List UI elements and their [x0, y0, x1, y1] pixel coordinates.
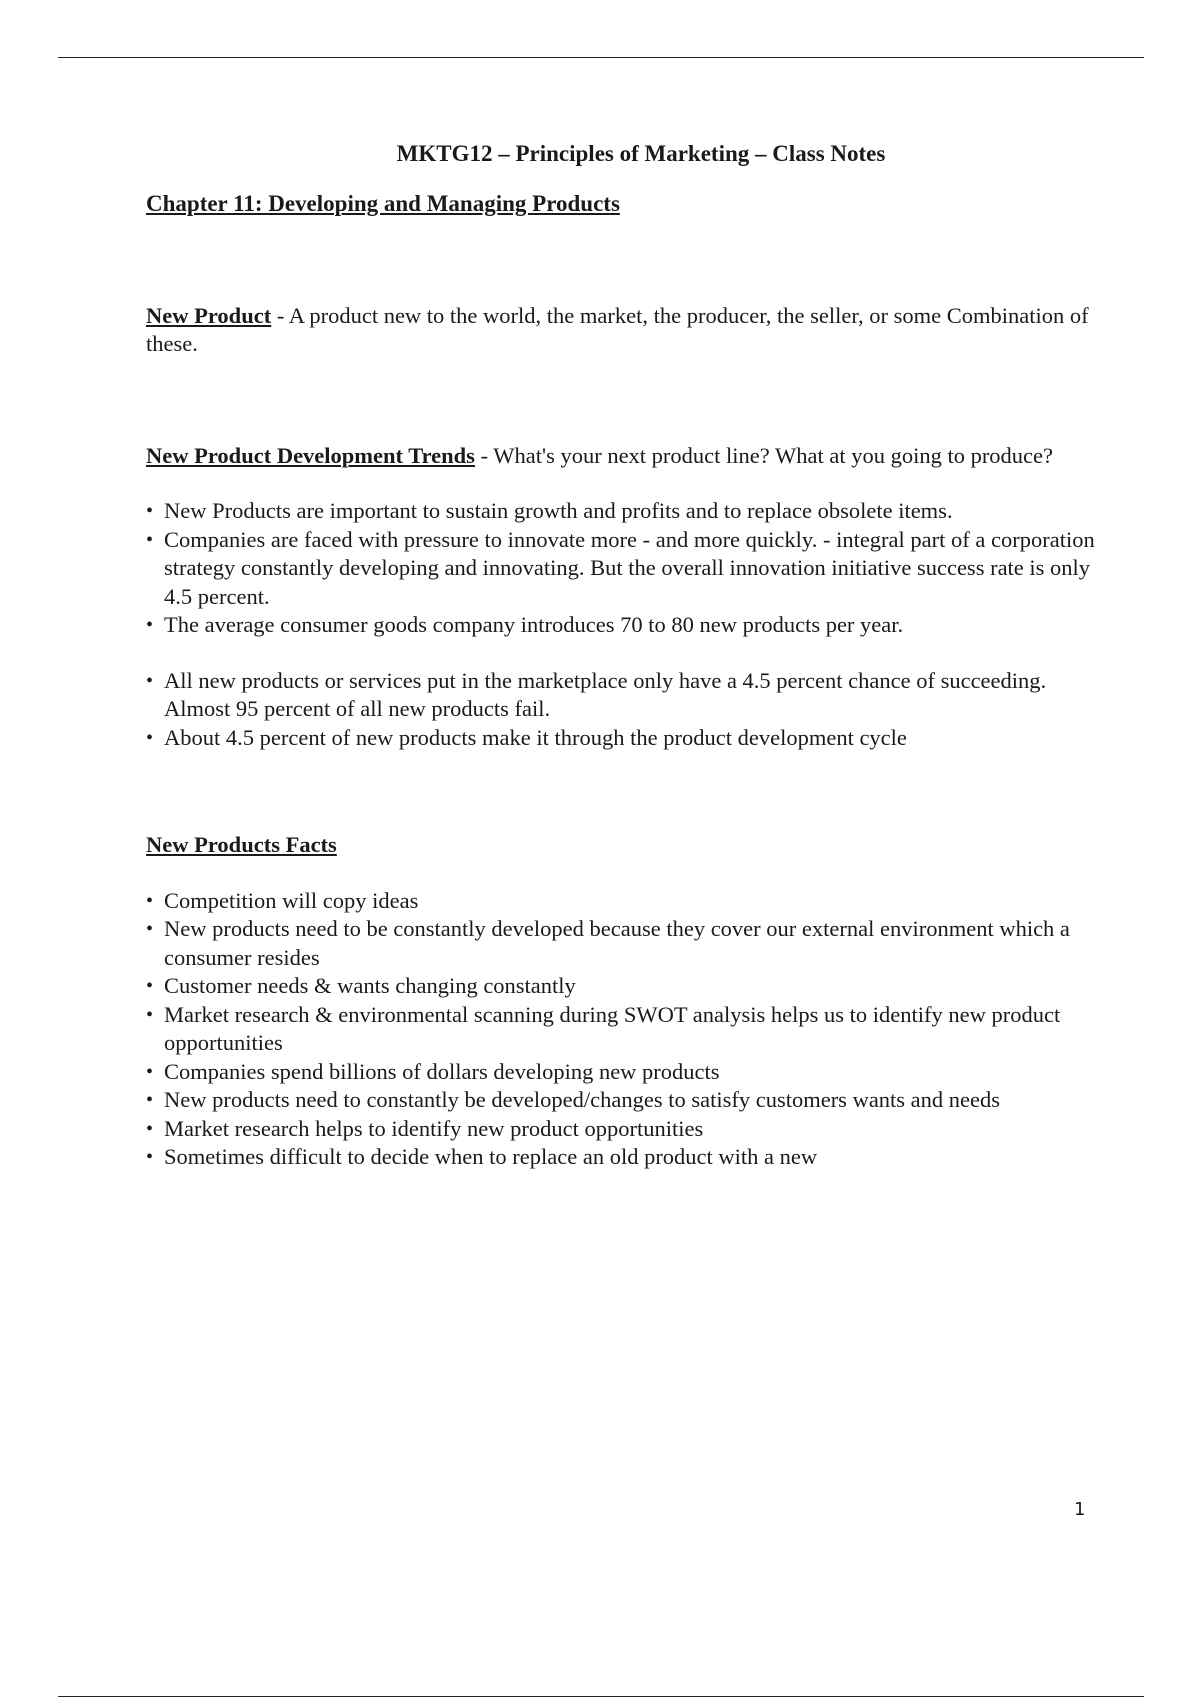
- bullet-dot-icon: •: [146, 1146, 154, 1168]
- bullet-dot-icon: •: [146, 726, 154, 749]
- bottom-rule: [58, 1696, 1144, 1697]
- bullet-item: [146, 1001, 1106, 1058]
- bullet-item: [146, 1115, 1106, 1144]
- bullet-text: About 4.5 percent of new products make it through the product development cycle: [164, 724, 907, 750]
- facts-bullet-list: [146, 887, 1106, 1172]
- bullet-item: [146, 1086, 1106, 1115]
- page-number: 1: [1074, 1499, 1086, 1520]
- bullet-text: New products need to constantly be developed/changes to satisfy customers wants and needs: [164, 1087, 1001, 1112]
- bullet-item: [146, 915, 1106, 972]
- bullet-text: New Products are important to sustain growth and profits and to replace obsolete items.: [164, 498, 953, 523]
- document-title: MKTG12 – Principles of Marketing – Class Notes: [396, 141, 886, 166]
- bullet-text: Customer needs & wants changing constantly: [164, 973, 576, 998]
- new-product-term: New Product: [146, 302, 272, 328]
- bullet-item: [146, 611, 1106, 640]
- trends-bullet-list-2: [146, 667, 1106, 753]
- facts-heading-line: [146, 831, 1106, 860]
- bullet-dot-icon: •: [146, 614, 154, 636]
- trends-term: New Product Development Trends: [146, 442, 475, 468]
- bullet-dot-icon: •: [146, 975, 154, 997]
- bullet-item: [146, 497, 1106, 526]
- bullet-dot-icon: •: [146, 500, 154, 522]
- bullet-dot-icon: •: [146, 918, 154, 940]
- bullet-text: Companies spend billions of dollars developing new products: [164, 1058, 720, 1084]
- bullet-dot-icon: •: [146, 1089, 154, 1111]
- bullet-item: [146, 972, 1106, 1001]
- bullet-item: [146, 887, 1106, 916]
- bullet-dot-icon: •: [146, 1117, 154, 1140]
- bullet-item: [146, 1058, 1106, 1087]
- new-product-definition: [146, 302, 1106, 359]
- bullet-dot-icon: •: [146, 1003, 154, 1026]
- bullet-item: [146, 526, 1106, 612]
- bullet-dot-icon: •: [146, 889, 154, 912]
- trends-bullet-list-1: [146, 497, 1106, 640]
- bullet-text: New products need to be constantly developed because they cover our external environment which a consumer resides: [164, 916, 1070, 970]
- chapter-title: Chapter 11: Developing and Managing Products: [146, 191, 620, 216]
- bullet-dot-icon: •: [146, 669, 154, 692]
- page-content: [146, 140, 1106, 1172]
- bullet-text: Companies are faced with pressure to innovate more - and more quickly. - integral part of a corporation strategy constantly developing and innovating. But the overall innovation initiative success rate is only 4.5 percent.: [164, 526, 1095, 609]
- bullet-text: Sometimes difficult to decide when to replace an old product with a new: [164, 1144, 818, 1169]
- bullet-item: [146, 1143, 1106, 1172]
- facts-heading: New Products Facts: [146, 832, 337, 857]
- bullet-text: Market research & environmental scanning during SWOT analysis helps us to identify new product opportunities: [164, 1001, 1061, 1055]
- trends-definition: [146, 442, 1106, 471]
- bullet-dot-icon: •: [146, 1060, 154, 1083]
- trends-text: - What's your next product line? What at you going to produce?: [474, 442, 1054, 468]
- bullet-text: Market research helps to identify new product opportunities: [164, 1115, 704, 1141]
- bullet-text: Competition will copy ideas: [164, 887, 419, 913]
- bullet-text: All new products or services put in the marketplace only have a 4.5 percent chance of succeeding. Almost 95 percent of all new products fail.: [164, 667, 1047, 721]
- bullet-item: [146, 724, 1106, 753]
- bullet-item: [146, 667, 1106, 724]
- new-product-text: - A product new to the world, the market, the producer, the seller, or some Combination of these.: [146, 302, 1089, 356]
- bullet-text: The average consumer goods company introduces 70 to 80 new products per year.: [164, 612, 904, 637]
- top-rule: [58, 57, 1144, 58]
- bullet-dot-icon: •: [146, 528, 154, 551]
